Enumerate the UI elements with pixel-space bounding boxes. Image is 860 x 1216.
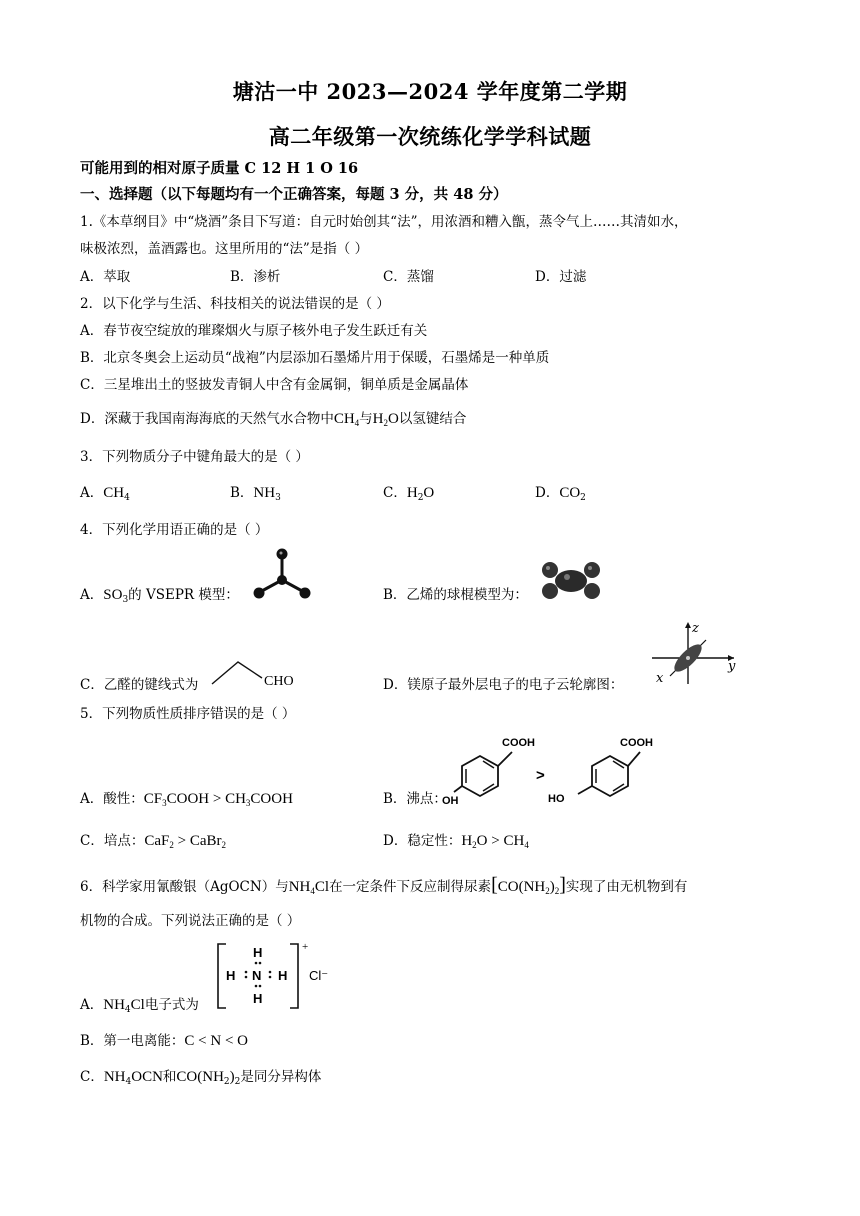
q6-option-b [80, 1032, 248, 1050]
q3-d-formula: CO [559, 485, 581, 501]
q1-stem-line2: 味极浓烈，盖酒露也。这里所用的“法”是指（ ） [80, 241, 369, 257]
q6-c-urea-s1: 2 [223, 1077, 230, 1087]
q3-c-sub: 2 [417, 493, 424, 503]
y-axis-label: y [728, 659, 736, 674]
q3-option-d [535, 484, 586, 502]
q2-d-suffix: 以氢键结合 [398, 411, 467, 427]
q3-a-label: A． [80, 485, 104, 501]
q4-option-c: C．乙醛的键线式为 [80, 677, 199, 693]
q4-a-suffix: 的 VSEPR 模型： [128, 587, 239, 603]
q5-c-s2: 2 [221, 840, 226, 850]
q6-urea-s1: 2 [545, 886, 550, 896]
q6-stem-suffix: 实现了由无机物到有 [565, 879, 688, 895]
q3-d-label: D． [535, 485, 560, 501]
q6-b-formula: C < N < O [184, 1033, 249, 1049]
comparison-gt-symbol: > [536, 767, 545, 784]
q2-option-c: C．三星堆出土的竖披发青铜人中含有金属铜，铜单质是金属晶体 [80, 377, 469, 393]
q6-b-prefix: B．第一电离能： [80, 1033, 185, 1049]
q5-c-formula [144, 833, 226, 849]
q5-stem: 5．下列物质性质排序错误的是（ ） [80, 706, 296, 722]
q3-option-c [383, 484, 434, 502]
q1-option-b: B．渗析 [230, 269, 281, 285]
q5-a-s1: 3 [162, 798, 167, 808]
q5-d-f1: H [461, 833, 473, 849]
q5-d-prefix: D．稳定性： [383, 833, 462, 849]
title-line-1: 塘沽一中 2023—2024 学年度第二学期 [232, 79, 628, 104]
q3-d-sub: 2 [580, 493, 586, 503]
urea-right-bracket: ] [559, 874, 566, 896]
acetaldehyde-skeletal-figure [210, 656, 300, 692]
atomic-mass-note: 可能用到的相对原子质量 C 12 H 1 O 16 [80, 160, 359, 177]
top-h: H [253, 945, 263, 960]
q4-a-sub: 3 [122, 595, 129, 605]
q1-option-d: D．过滤 [535, 269, 587, 285]
q5-d-formula [461, 833, 528, 849]
q3-b-sub: 3 [275, 493, 281, 503]
q2-d-f2b: O [388, 411, 399, 427]
q1-option-a: A．萃取 [80, 269, 131, 285]
q5-c-prefix: C．培点： [80, 833, 145, 849]
q5-option-d [383, 832, 529, 850]
q2-d-formula-h2o [373, 411, 399, 427]
ortho-cooh-label: COOH [502, 737, 535, 749]
q3-c-formula-2: O [423, 485, 435, 501]
q2-d-f2a: H [372, 411, 384, 427]
para-ho-label: HO [548, 793, 565, 805]
q6-c-f2: OCN [131, 1069, 163, 1085]
q2-d-s2: 2 [383, 418, 389, 428]
q4-option-a [80, 586, 239, 604]
q5-d-s2: 4 [524, 840, 529, 850]
z-axis-label: z [692, 621, 699, 636]
q3-a-sub: 4 [124, 493, 130, 503]
q3-a-formula: CH [103, 485, 125, 501]
q5-option-c [80, 832, 226, 850]
q6-stem-line1 [80, 876, 687, 896]
q4-a-label: A． [80, 587, 104, 603]
q6-stem-line2: 机物的合成。下列说法正确的是（ ） [80, 913, 301, 929]
q6-urea-f2: ) [549, 879, 555, 895]
q6-option-a [80, 996, 199, 1014]
q5-a-f1: CF [143, 791, 163, 807]
q6-c-s1: 4 [125, 1077, 132, 1087]
q3-b-label: B． [230, 485, 254, 501]
q5-option-b: B．沸点： [383, 791, 447, 807]
right-h: H [278, 968, 288, 983]
q6-urea-s2: 2 [554, 886, 560, 896]
q3-c-formula-1: H [406, 485, 418, 501]
q6-a-suffix: 电子式为 [144, 997, 199, 1013]
q5-d-f2: O > CH [476, 833, 525, 849]
q6-c-and: 和 [162, 1069, 177, 1085]
q5-a-f2: COOH > CH [166, 791, 246, 807]
ortho-oh-label: OH [442, 795, 459, 806]
q5-a-prefix: A．酸性： [80, 791, 144, 807]
q6-c-suffix: 是同分异构体 [240, 1069, 322, 1085]
q3-b-formula: NH [253, 485, 276, 501]
q3-option-b [230, 484, 281, 502]
q6-a-f2: Cl [130, 997, 145, 1013]
q6-stem-mid: 在一定条件下反应制得尿素 [329, 879, 492, 895]
section-heading: 一、选择题（以下每题均有一个正确答案，每题 3 分，共 48 分） [80, 186, 508, 203]
q5-a-formula [144, 791, 293, 807]
q6-c-label: C． [80, 1069, 104, 1085]
q6-urea-f1: CO(NH [497, 879, 546, 895]
q6-c-urea-2: ) [229, 1069, 235, 1085]
chloride-ion: Cl⁻ [309, 968, 329, 983]
q4-stem: 4．下列化学用语正确的是（ ） [80, 522, 269, 538]
q6-nh4cl [289, 879, 329, 895]
urea-left-bracket: [ [491, 874, 498, 896]
left-h: H [226, 968, 236, 983]
q2-option-a: A．春节夜空绽放的璀璨烟火与原子核外电子发生跃迁有关 [80, 323, 428, 339]
x-axis-label: x [656, 671, 664, 686]
q6-nh4cl-f2: Cl [314, 879, 330, 895]
q2-d-f1: CH [333, 411, 355, 427]
acetaldehyde-cho-label: CHO [264, 674, 294, 689]
q2-stem: 2．以下化学与生活、科技相关的说法错误的是（ ） [80, 296, 390, 312]
q6-urea [498, 879, 560, 895]
q3-c-label: C． [383, 485, 407, 501]
nh4cl-electron-formula-figure [214, 940, 344, 1012]
q1-option-c: C．蒸馏 [383, 269, 434, 285]
q5-c-f1: CaF [144, 833, 170, 849]
q2-d-mid: 与 [359, 411, 373, 427]
q3-option-a [80, 484, 130, 502]
q5-option-a [80, 790, 293, 808]
q6-nh4cl-s: 4 [310, 886, 315, 896]
q5-c-f2: > CaBr [173, 833, 222, 849]
q4-a-formula: SO [103, 587, 123, 603]
q5-c-s1: 2 [169, 840, 174, 850]
bottom-h: H [253, 991, 263, 1006]
q5-d-s1: 2 [472, 840, 477, 850]
so3-vsepr-model-figure [250, 544, 314, 600]
center-n: N [252, 968, 262, 983]
q2-d-prefix: D．深藏于我国南海海底的天然气水合物中 [80, 411, 334, 427]
q5-a-s2: 3 [245, 798, 251, 808]
q2-option-b: B．北京冬奥会上运动员“战袍”内层添加石墨烯片用于保暖，石墨烯是一种单质 [80, 350, 550, 366]
q6-c-f1: NH [103, 1069, 126, 1085]
q2-option-d [80, 410, 466, 428]
q6-nh4cl-f1: NH [288, 879, 311, 895]
q2-d-formula-ch4 [334, 411, 359, 427]
q2-d-s1: 4 [354, 418, 360, 428]
q6-a-f1: NH [103, 997, 125, 1013]
q6-c-urea-s2: 2 [234, 1077, 241, 1087]
q1-stem-line1: 1.《本草纲目》中“烧酒”条目下写道：自元时始创其“法”，用浓酒和糟入甑，蒸令气上……其清如水， [80, 214, 688, 230]
q6-c-urea-1: CO(NH [176, 1069, 224, 1085]
q6-option-c [80, 1068, 321, 1086]
hydroxybenzoic-acid-comparison-figure [440, 730, 670, 806]
q4-option-d: D．镁原子最外层电子的电子云轮廓图： [383, 677, 624, 693]
q4-option-b: B．乙烯的球棍模型为： [383, 587, 528, 603]
title-line-2: 高二年级第一次统练化学学科试题 [268, 124, 592, 149]
q6-a-label: A． [80, 997, 104, 1013]
q5-a-f3: COOH [250, 791, 293, 807]
ethylene-ball-stick-figure [541, 560, 601, 600]
mg-electron-cloud-figure [648, 618, 740, 686]
ammonium-charge: + [302, 941, 309, 953]
q6-stem-prefix: 6．科学家用氰酸银（AgOCN）与 [80, 879, 289, 895]
q3-stem: 3．下列物质分子中键角最大的是（ ） [80, 449, 309, 465]
q6-a-sub: 4 [124, 1005, 131, 1015]
para-cooh-label: COOH [620, 737, 653, 749]
